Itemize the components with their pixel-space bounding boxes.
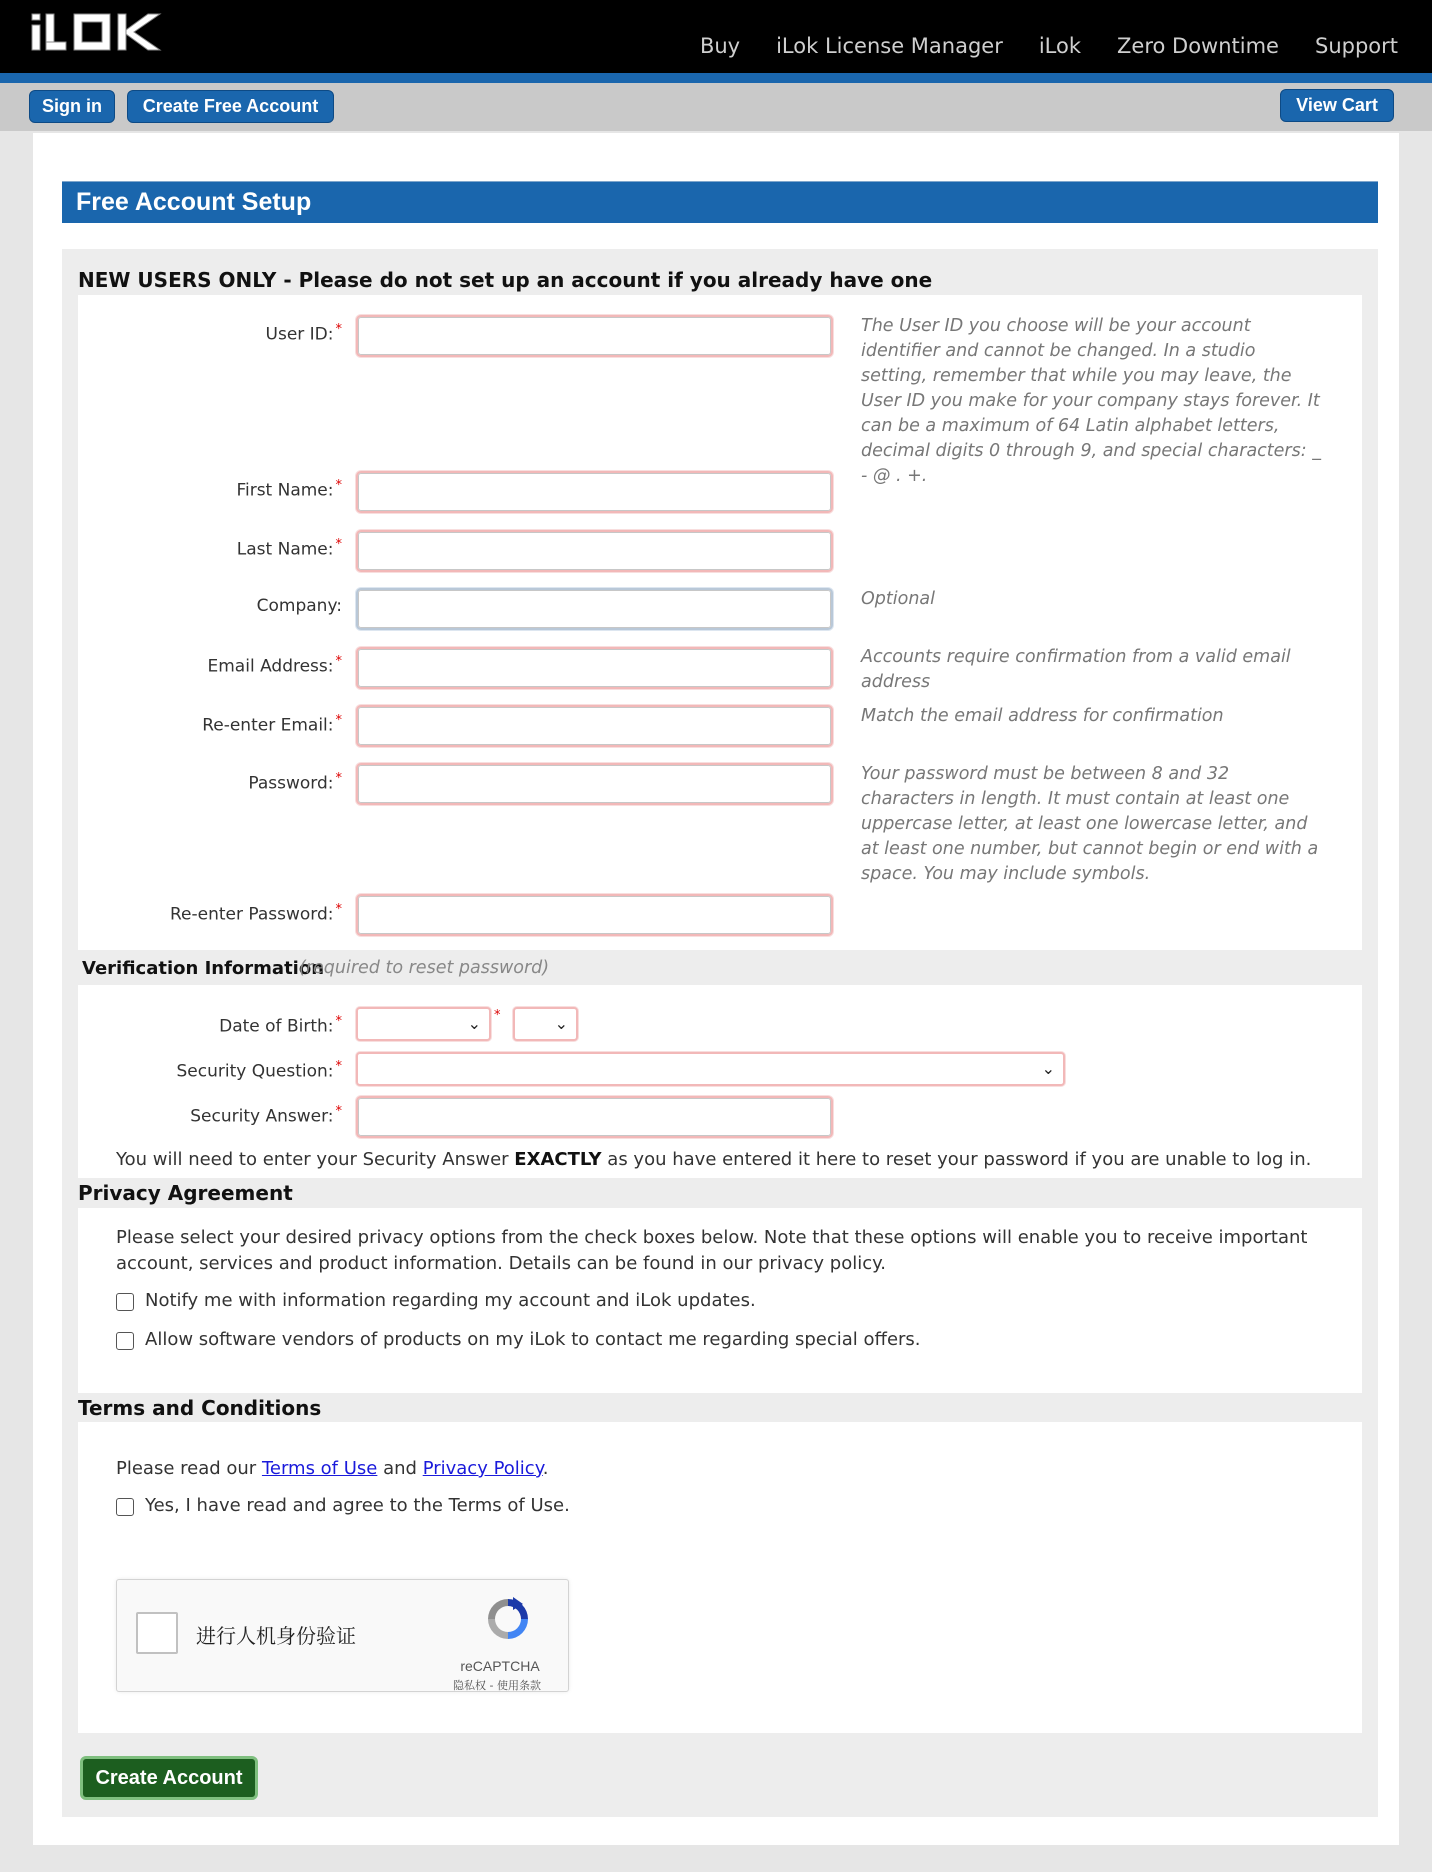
top-nav-bar: [0, 0, 1432, 73]
chevron-down-icon: ⌄: [1041, 1059, 1055, 1078]
security-question-label: Security Question: *: [176, 1059, 342, 1082]
agree-terms-checkbox[interactable]: [116, 1498, 134, 1516]
create-free-account-button[interactable]: Create Free Account: [127, 90, 334, 123]
recaptcha-brand: reCAPTCHA: [460, 1658, 540, 1674]
ilok-logo[interactable]: [30, 8, 190, 58]
reenter-email-field[interactable]: [356, 705, 833, 747]
vendor-offers-checkbox[interactable]: [116, 1332, 134, 1350]
agree-terms-label: Yes, I have read and agree to the Terms of Use.: [145, 1495, 570, 1516]
verification-note: (required to reset password): [299, 958, 550, 978]
main-nav: [700, 34, 1398, 58]
user-id-hint: The User ID you choose will be your account identifier and cannot be changed. In a studio setting, remember that while you may leave, the User ID you make for your company stays forever. It can be a maximum of 64 Latin alphabet letters, decimal digits 0 through 9, and special characters: _ - @ . +.: [861, 316, 1321, 486]
security-answer-field[interactable]: [356, 1096, 833, 1138]
company-hint: Optional: [861, 589, 935, 609]
privacy-policy-link[interactable]: Privacy Policy: [422, 1458, 543, 1479]
privacy-intro: Please select your desired privacy options from the check boxes below. Note that these options will enable you to receive important account, services and product information. Details can be found in our privacy policy.: [116, 1227, 1308, 1274]
dob-label: Date of Birth: *: [219, 1014, 342, 1037]
dob-month-select[interactable]: [356, 1007, 491, 1041]
header-stripe: [0, 73, 1432, 83]
password-label: Password: *: [248, 771, 342, 794]
email-hint: Accounts require confirmation from a valid email address: [861, 647, 1291, 692]
sign-in-button[interactable]: Sign in: [29, 90, 115, 123]
recaptcha-icon: [483, 1594, 533, 1644]
view-cart-button[interactable]: View Cart: [1280, 89, 1394, 122]
recaptcha-widget: [116, 1579, 569, 1692]
reenter-password-field[interactable]: [356, 894, 833, 936]
user-id-label: User ID: *: [265, 322, 342, 345]
notify-updates-checkbox[interactable]: [116, 1293, 134, 1311]
nav-zero-downtime[interactable]: Zero Downtime: [1117, 34, 1279, 58]
chevron-down-icon: ⌄: [467, 1014, 481, 1033]
vendor-offers-label: Allow software vendors of products on my iLok to contact me regarding special offers.: [145, 1329, 921, 1350]
verification-heading: Verification Information: [82, 958, 325, 979]
first-name-field[interactable]: [356, 471, 833, 513]
new-users-heading: NEW USERS ONLY - Please do not set up an account if you already have one: [78, 268, 933, 292]
company-field[interactable]: [356, 588, 833, 630]
security-question-select[interactable]: [356, 1052, 1065, 1086]
email-field[interactable]: [356, 647, 833, 689]
password-hint: Your password must be between 8 and 32 characters in length. It must contain at least one uppercase letter, at least one lowercase letter, and at least one number, but cannot begin or end with a space. You may include symbols.: [861, 764, 1319, 884]
company-label: Company:: [256, 596, 342, 616]
user-id-field[interactable]: [356, 315, 833, 357]
chevron-down-icon: ⌄: [554, 1014, 568, 1033]
terms-read-text: Please read our Terms of Use and Privacy Policy.: [116, 1458, 549, 1479]
security-answer-notice: You will need to enter your Security Answer EXACTLY as you have entered it here to reset your password if you are unable to log in.: [116, 1149, 1312, 1170]
email-label: Email Address: *: [207, 654, 342, 677]
account-toolbar: [0, 83, 1432, 131]
privacy-heading: Privacy Agreement: [78, 1181, 293, 1205]
last-name-field[interactable]: [356, 530, 833, 572]
reenter-email-hint: Match the email address for confirmation: [861, 706, 1224, 726]
reenter-email-label: Re-enter Email: *: [202, 713, 342, 736]
recaptcha-prompt: 进行人机身份验证: [196, 1624, 356, 1648]
reenter-password-label: Re-enter Password: *: [169, 902, 342, 925]
password-field[interactable]: [356, 763, 833, 805]
nav-buy[interactable]: Buy: [699, 34, 741, 58]
terms-heading: Terms and Conditions: [78, 1396, 322, 1420]
recaptcha-checkbox[interactable]: [136, 1612, 178, 1654]
notify-updates-label: Notify me with information regarding my account and iLok updates.: [145, 1290, 756, 1311]
dob-day-select[interactable]: [513, 1007, 578, 1041]
nav-support[interactable]: Support: [1314, 34, 1398, 58]
nav-ilok[interactable]: iLok: [1038, 34, 1082, 58]
dob-required-mark: *: [494, 1008, 501, 1023]
recaptcha-links[interactable]: 隐私权 - 使用条款: [453, 1679, 541, 1692]
last-name-label: Last Name: *: [236, 537, 342, 560]
nav-license-manager[interactable]: iLok License Manager: [776, 34, 1003, 58]
page-title: Free Account Setup: [62, 181, 1378, 223]
security-answer-label: Security Answer: *: [190, 1104, 342, 1127]
create-account-button[interactable]: Create Account: [80, 1756, 258, 1800]
terms-of-use-link[interactable]: Terms of Use: [261, 1458, 378, 1479]
first-name-label: First Name: *: [236, 478, 342, 501]
